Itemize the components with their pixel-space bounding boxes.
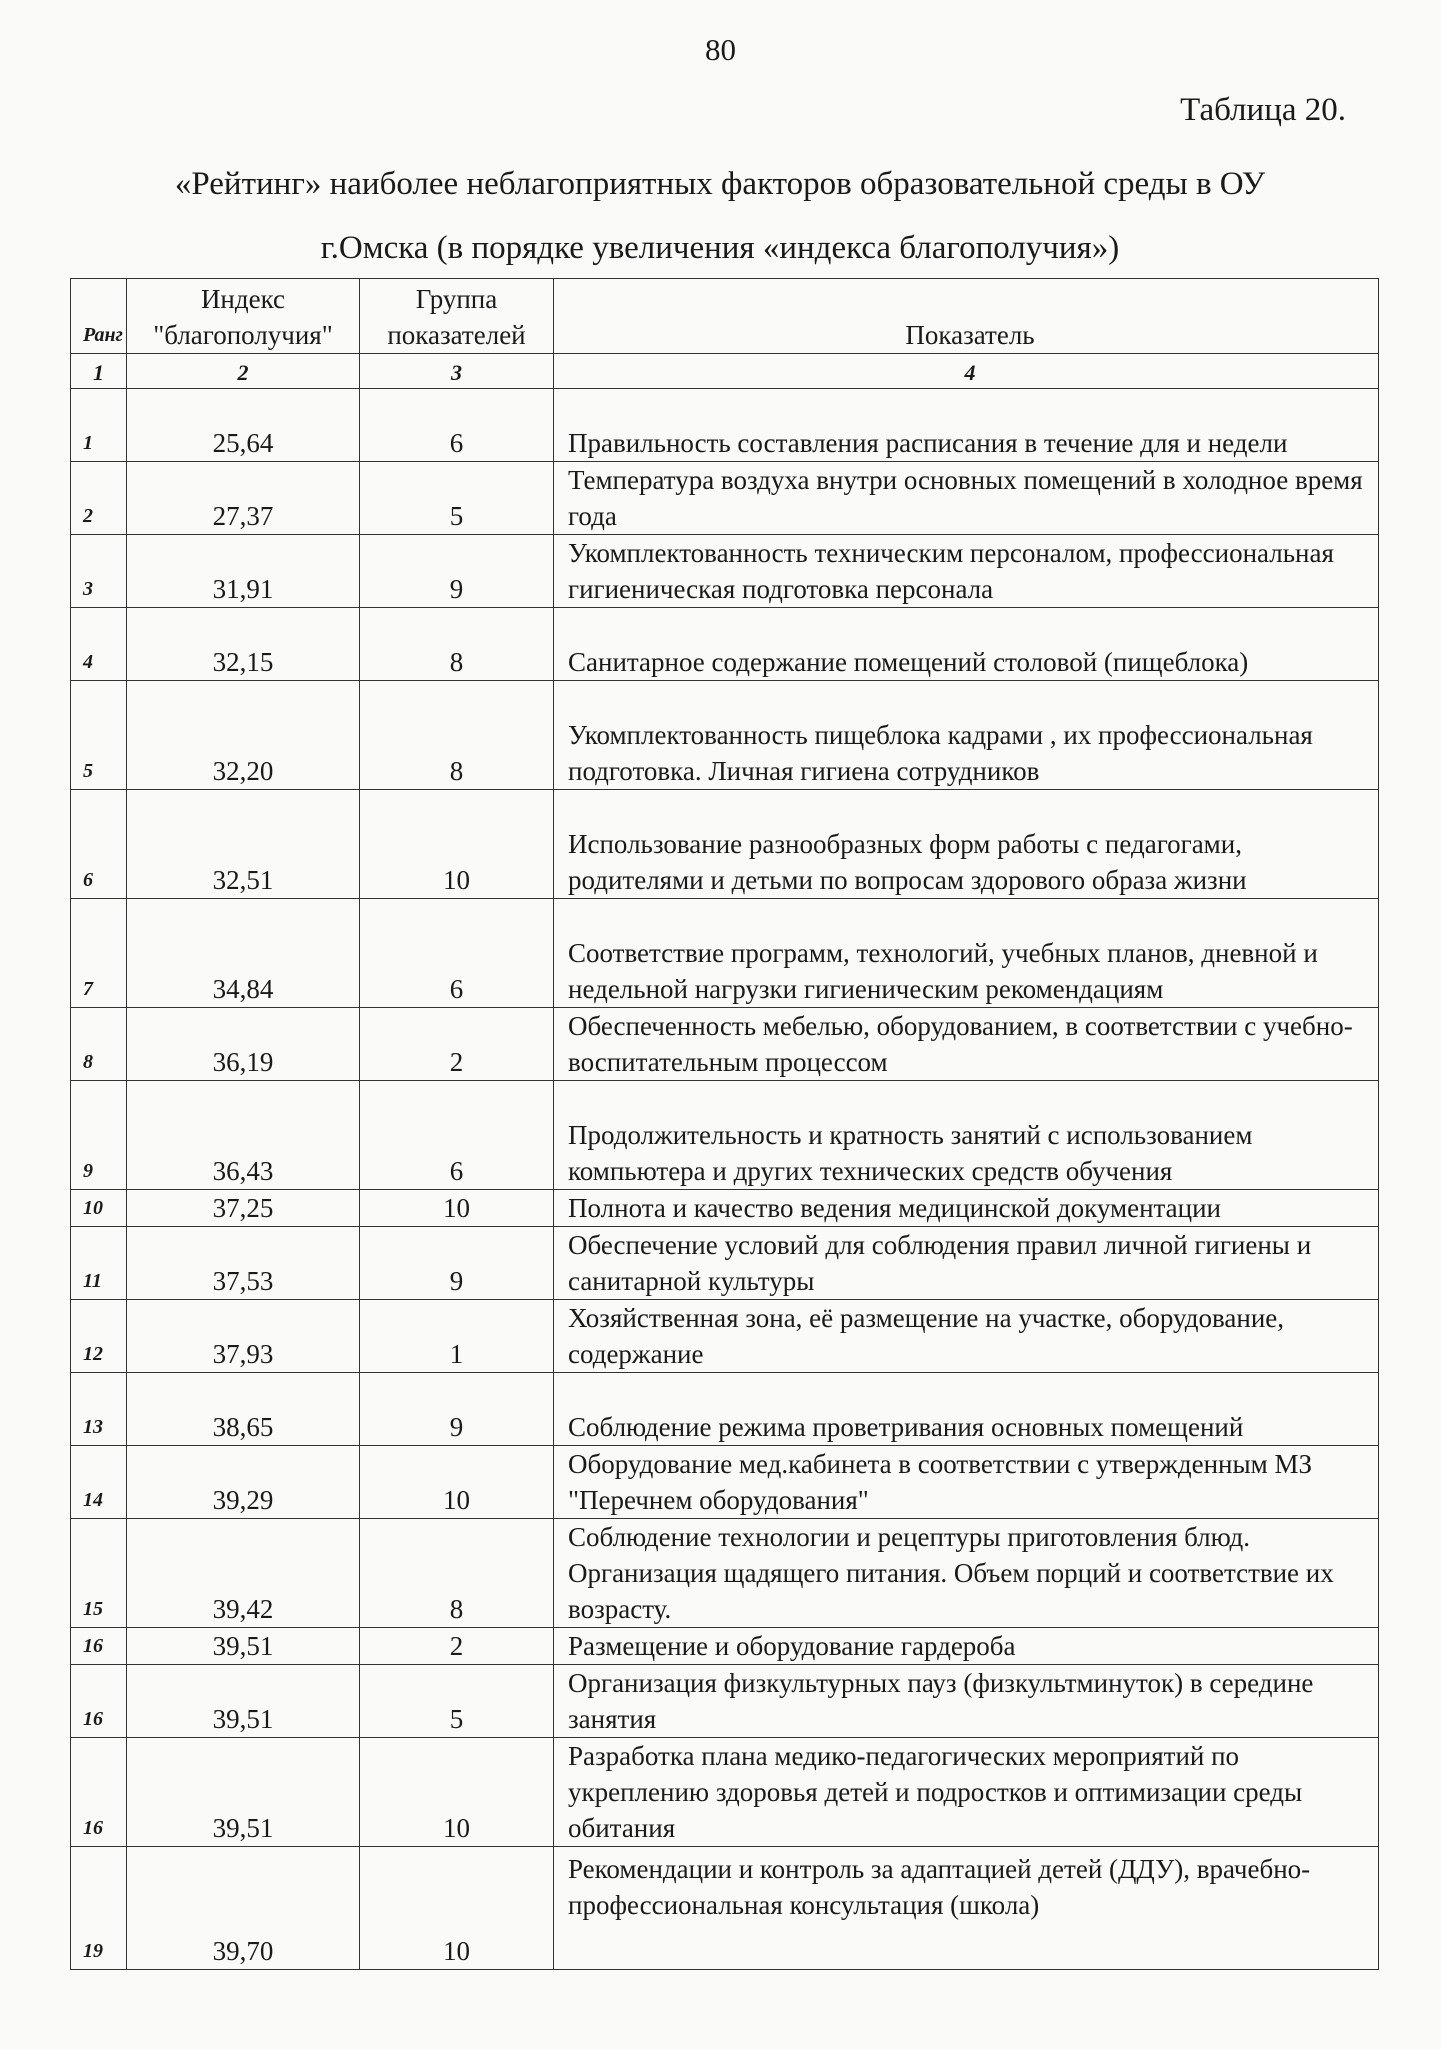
index-cell: 32,20 xyxy=(127,681,360,790)
group-cell: 6 xyxy=(360,1081,554,1190)
header-group xyxy=(360,279,554,354)
indicator-cell: Полнота и качество ведения медицинской документации xyxy=(554,1190,1379,1227)
rank-cell: 19 xyxy=(71,1847,127,1970)
rank-cell: 7 xyxy=(71,899,127,1008)
group-cell: 10 xyxy=(360,1446,554,1519)
table-row xyxy=(71,462,1379,535)
table-row xyxy=(71,1081,1379,1190)
rank-cell: 10 xyxy=(71,1190,127,1227)
index-cell: 38,65 xyxy=(127,1373,360,1446)
index-cell: 25,64 xyxy=(127,389,360,462)
column-number: 4 xyxy=(554,354,1379,389)
header-group-line-2: показателей xyxy=(387,320,526,350)
table-title-line-2: г.Омска (в порядке увеличения «индекса благополучия») xyxy=(320,230,1120,266)
table-row xyxy=(71,608,1379,681)
index-cell: 39,70 xyxy=(127,1847,360,1970)
indicator-cell: Санитарное содержание помещений столовой (пищеблока) xyxy=(554,608,1379,681)
rank-cell: 11 xyxy=(71,1227,127,1300)
column-number: 1 xyxy=(71,354,127,389)
table-row xyxy=(71,1519,1379,1628)
group-cell: 8 xyxy=(360,681,554,790)
column-number-row xyxy=(71,354,1379,389)
header-row xyxy=(71,279,1379,354)
group-cell: 9 xyxy=(360,1227,554,1300)
indicator-cell: Температура воздуха внутри основных помещений в холодное время года xyxy=(554,462,1379,535)
index-cell: 32,15 xyxy=(127,608,360,681)
table-label: Таблица 20. xyxy=(1180,92,1346,128)
table-row xyxy=(71,535,1379,608)
rank-cell: 14 xyxy=(71,1446,127,1519)
rank-cell: 5 xyxy=(71,681,127,790)
table-row xyxy=(71,1665,1379,1738)
group-cell: 5 xyxy=(360,1665,554,1738)
rank-cell: 1 xyxy=(71,389,127,462)
rank-cell: 16 xyxy=(71,1665,127,1738)
rank-cell: 4 xyxy=(71,608,127,681)
header-indicator: Показатель xyxy=(554,279,1379,354)
column-number: 2 xyxy=(127,354,360,389)
group-cell: 2 xyxy=(360,1008,554,1081)
index-cell: 39,51 xyxy=(127,1665,360,1738)
index-cell: 27,37 xyxy=(127,462,360,535)
rank-cell: 8 xyxy=(71,1008,127,1081)
table-title xyxy=(70,152,1370,280)
rank-cell: 9 xyxy=(71,1081,127,1190)
rank-cell: 6 xyxy=(71,790,127,899)
index-cell: 39,51 xyxy=(127,1738,360,1847)
group-cell: 6 xyxy=(360,899,554,1008)
indicator-cell: Оборудование мед.кабинета в соответствии с утвержденным МЗ "Перечнем оборудования" xyxy=(554,1446,1379,1519)
index-cell: 39,42 xyxy=(127,1519,360,1628)
table-row xyxy=(71,790,1379,899)
rank-cell: 3 xyxy=(71,535,127,608)
indicator-cell: Размещение и оборудование гардероба xyxy=(554,1628,1379,1665)
rating-table xyxy=(70,278,1379,1970)
indicator-cell: Хозяйственная зона, её размещение на участке, оборудование, содержание xyxy=(554,1300,1379,1373)
rank-cell: 16 xyxy=(71,1628,127,1665)
index-cell: 31,91 xyxy=(127,535,360,608)
rank-cell: 2 xyxy=(71,462,127,535)
rank-cell: 15 xyxy=(71,1519,127,1628)
group-cell: 10 xyxy=(360,1738,554,1847)
table-row xyxy=(71,681,1379,790)
indicator-cell: Разработка плана медико-педагогических мероприятий по укреплению здоровья детей и подростков и оптимизации среды обитания xyxy=(554,1738,1379,1847)
table-row xyxy=(71,1008,1379,1081)
group-cell: 5 xyxy=(360,462,554,535)
header-index-line-1: Индекс xyxy=(200,284,286,314)
indicator-cell: Укомплектованность пищеблока кадрами , их профессиональная подготовка. Личная гигиена сотрудников xyxy=(554,681,1379,790)
group-cell: 9 xyxy=(360,535,554,608)
index-cell: 39,29 xyxy=(127,1446,360,1519)
group-cell: 8 xyxy=(360,1519,554,1628)
indicator-cell: Организация физкультурных пауз (физкультминуток) в середине занятия xyxy=(554,1665,1379,1738)
header-index-line-2: "благополучия" xyxy=(153,320,333,350)
index-cell: 37,25 xyxy=(127,1190,360,1227)
header-group-line-1: Группа xyxy=(415,284,498,314)
indicator-cell: Соблюдение технологии и рецептуры приготовления блюд. Организация щадящего питания. Объем порций и соответствие их возрасту. xyxy=(554,1519,1379,1628)
table-row xyxy=(71,1227,1379,1300)
group-cell: 2 xyxy=(360,1628,554,1665)
group-cell: 10 xyxy=(360,1847,554,1970)
indicator-cell: Соответствие программ, технологий, учебных планов, дневной и недельной нагрузки гигиеническим рекомендациям xyxy=(554,899,1379,1008)
indicator-cell: Обеспеченность мебелью, оборудованием, в соответствии с учебно-воспитательным процессом xyxy=(554,1008,1379,1081)
index-cell: 37,53 xyxy=(127,1227,360,1300)
table-row xyxy=(71,1847,1379,1970)
header-index xyxy=(127,279,360,354)
group-cell: 10 xyxy=(360,1190,554,1227)
column-number: 3 xyxy=(360,354,554,389)
indicator-cell: Продолжительность и кратность занятий с использованием компьютера и других технических средств обучения xyxy=(554,1081,1379,1190)
index-cell: 37,93 xyxy=(127,1300,360,1373)
index-cell: 36,19 xyxy=(127,1008,360,1081)
indicator-cell: Обеспечение условий для соблюдения правил личной гигиены и санитарной культуры xyxy=(554,1227,1379,1300)
index-cell: 39,51 xyxy=(127,1628,360,1665)
group-cell: 9 xyxy=(360,1373,554,1446)
group-cell: 8 xyxy=(360,608,554,681)
table-title-line-1: «Рейтинг» наиболее неблагоприятных факторов образовательной среды в ОУ xyxy=(174,166,1266,202)
index-cell: 34,84 xyxy=(127,899,360,1008)
indicator-cell: Правильность составления расписания в течение для и недели xyxy=(554,389,1379,462)
table-row xyxy=(71,389,1379,462)
index-cell: 32,51 xyxy=(127,790,360,899)
index-cell: 36,43 xyxy=(127,1081,360,1190)
table-row xyxy=(71,899,1379,1008)
table-row xyxy=(71,1300,1379,1373)
indicator-cell: Укомплектованность техническим персоналом, профессиональная гигиеническая подготовка персонала xyxy=(554,535,1379,608)
table-row xyxy=(71,1738,1379,1847)
indicator-cell: Рекомендации и контроль за адаптацией детей (ДДУ), врачебно-профессиональная консультация (школа) xyxy=(554,1847,1379,1970)
rank-cell: 16 xyxy=(71,1738,127,1847)
indicator-cell: Соблюдение режима проветривания основных помещений xyxy=(554,1373,1379,1446)
indicator-cell: Использование разнообразных форм работы с педагогами, родителями и детьми по вопросам здорового образа жизни xyxy=(554,790,1379,899)
rank-cell: 12 xyxy=(71,1300,127,1373)
page-number: 80 xyxy=(705,32,736,67)
rank-cell: 13 xyxy=(71,1373,127,1446)
group-cell: 6 xyxy=(360,389,554,462)
group-cell: 10 xyxy=(360,790,554,899)
table-row xyxy=(71,1446,1379,1519)
table-row xyxy=(71,1373,1379,1446)
group-cell: 1 xyxy=(360,1300,554,1373)
header-rank: Ранг xyxy=(71,279,127,354)
table-row xyxy=(71,1628,1379,1665)
table-row xyxy=(71,1190,1379,1227)
